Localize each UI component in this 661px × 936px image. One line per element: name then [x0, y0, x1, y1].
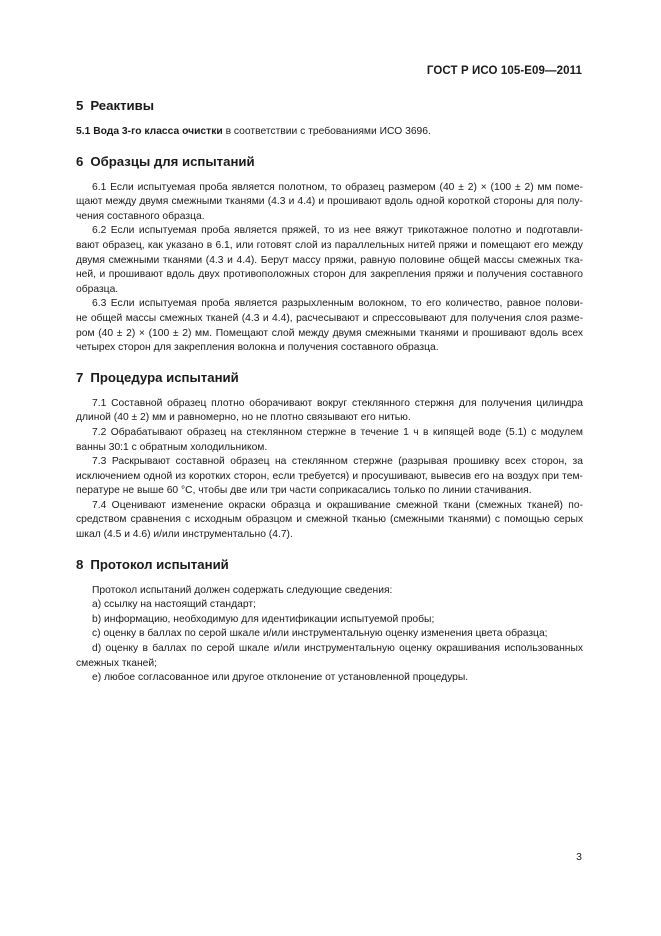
report-intro: Протокол испытаний должен содержать следующие сведения:: [92, 584, 393, 596]
section-8-title: Протокол испытаний: [90, 556, 229, 572]
clause-6-1: [76, 181, 583, 225]
section-6-heading: [76, 154, 583, 170]
report-item-b: b) информацию, необходимую для идентификации испытуемой пробы;: [92, 613, 435, 625]
clause-7-2: [76, 426, 583, 455]
clause-7-1-line: 7.1 Составной образец плотно оборачивают вокруг стеклянного стержня для получения цилиндра: [92, 397, 583, 409]
clause-6-3-line: четырех сторон для закрепления волокна и получения составного образца.: [76, 342, 439, 354]
report-item-c: с) оценку в баллах по серой шкале и/или инструментальную оценку изменения цвета образца;: [92, 628, 548, 640]
clause-6-1-line: чения составного образца.: [76, 210, 205, 222]
report-item-e: е) любое согласованное или другое отклонение от установленной процедуры.: [92, 672, 469, 684]
clause-6-1-line: 6.1 Если испытуемая проба является полотном, то образец размером (40 ± 2) × (100 ± 2) мм поме-: [92, 181, 583, 193]
section-6-number: 6: [76, 153, 84, 169]
clause-6-3-line: не общей массы смежных тканей (4.3 и 4.4), расчесывают и спрессовывают для получения слоя разме-: [76, 312, 583, 324]
clause-7-1: [76, 397, 583, 426]
section-7-number: 7: [76, 369, 84, 385]
clause-5-1-number: 5.1: [76, 126, 91, 137]
clause-6-2-line: образца.: [76, 283, 119, 295]
clause-6-3-line: 6.3 Если испытуемая проба является разрыхленным волокном, то его количество, равное полови-: [92, 298, 583, 310]
document-code-header: ГОСТ Р ИСО 105-E09—2011: [426, 65, 582, 77]
clause-7-3: [76, 455, 583, 499]
clause-7-3-line: 7.3 Раскрывают составной образец на стеклянном стержне (разрывая прошивку всех сторон, за: [92, 456, 583, 468]
page-number: 3: [576, 851, 582, 863]
clause-6-2-line: вают образец, как указано в 6.1, или готовят слой из параллельных нитей пряжи и помещают его между: [76, 239, 583, 251]
clause-7-4: [76, 499, 583, 543]
clause-6-1-line: щают между двумя смежными тканями (4.3 и 4.4) и прошивают вдоль одной короткой стороны для полу-: [76, 196, 583, 208]
clause-7-3-line: исключением одной из коротких сторон, если требуется) и просушивают, вывесив его на воздух при тем-: [76, 470, 583, 482]
section-8-number: 8: [76, 556, 84, 572]
clause-5-1-bold-term: Вода 3-го класса очистки: [93, 126, 223, 137]
clause-7-4-line: средством сравнения с исходным образцом и смежной тканью (смежными тканями) с помощью серых: [76, 514, 583, 526]
document-body: [76, 98, 583, 686]
clause-6-3: [76, 297, 583, 355]
clause-7-2-line: 7.2 Обрабатывают образец на стеклянном стержне в течение 1 ч в кипящей воде (5.1) с модулем: [92, 426, 583, 438]
clause-6-2-line: двумя смежными тканями (4.3 и 4.4). Берут массу пряжи, равную половине общей массы смежных тка-: [76, 254, 583, 266]
clause-6-3-line: ром (40 ± 2) × (100 ± 2) мм. Помещают слой между двумя смежными тканями и прошивают вдоль всех: [76, 327, 583, 339]
section-8-heading: [76, 557, 583, 573]
clause-5-1: [76, 125, 583, 140]
section-5-title: Реактивы: [90, 98, 155, 113]
section-7-heading: [76, 370, 583, 386]
report-item-d: [76, 642, 583, 671]
clause-6-2: [76, 224, 583, 297]
report-item-d-line: d) оценку в баллах по серой шкале и/или инструментальную оценку окрашивания использованных: [92, 643, 583, 655]
clause-7-4-line: шкал (4.5 и 4.6) и/или инструментально (4.7).: [76, 529, 293, 541]
section-5-heading: [76, 98, 583, 114]
section-7-title: Процедура испытаний: [90, 369, 239, 385]
report-item-a: а) ссылку на настоящий стандарт;: [92, 599, 256, 611]
section-5-number: 5: [76, 98, 84, 113]
section-6-title: Образцы для испытаний: [90, 153, 255, 169]
clause-7-1-line: длиной (40 ± 2) мм и равномерно, но не плотно связывают его нитью.: [76, 412, 411, 424]
clause-7-2-line: ванны 30:1 с обратным холодильником.: [76, 441, 268, 453]
clause-6-2-line: ней, и прошивают вдоль двух противоположных сторон для закрепления пряжи и получения составного: [76, 269, 583, 281]
clause-7-3-line: пературе не выше 60 °С, чтобы две или три части соприкасались только по линии стачивания.: [76, 485, 532, 497]
clause-7-4-line: 7.4 Оценивают изменение окраски образца и окрашивание смежной ткани (смежных тканей) по-: [92, 499, 583, 511]
report-item-d-line: смежных тканей;: [76, 657, 158, 669]
clause-6-2-line: 6.2 Если испытуемая проба является пряжей, то из нее вяжут трикотажное полотно и подготавли-: [92, 225, 583, 237]
clause-5-1-text: в соответствии с требованиями ИСО 3696.: [225, 126, 431, 137]
